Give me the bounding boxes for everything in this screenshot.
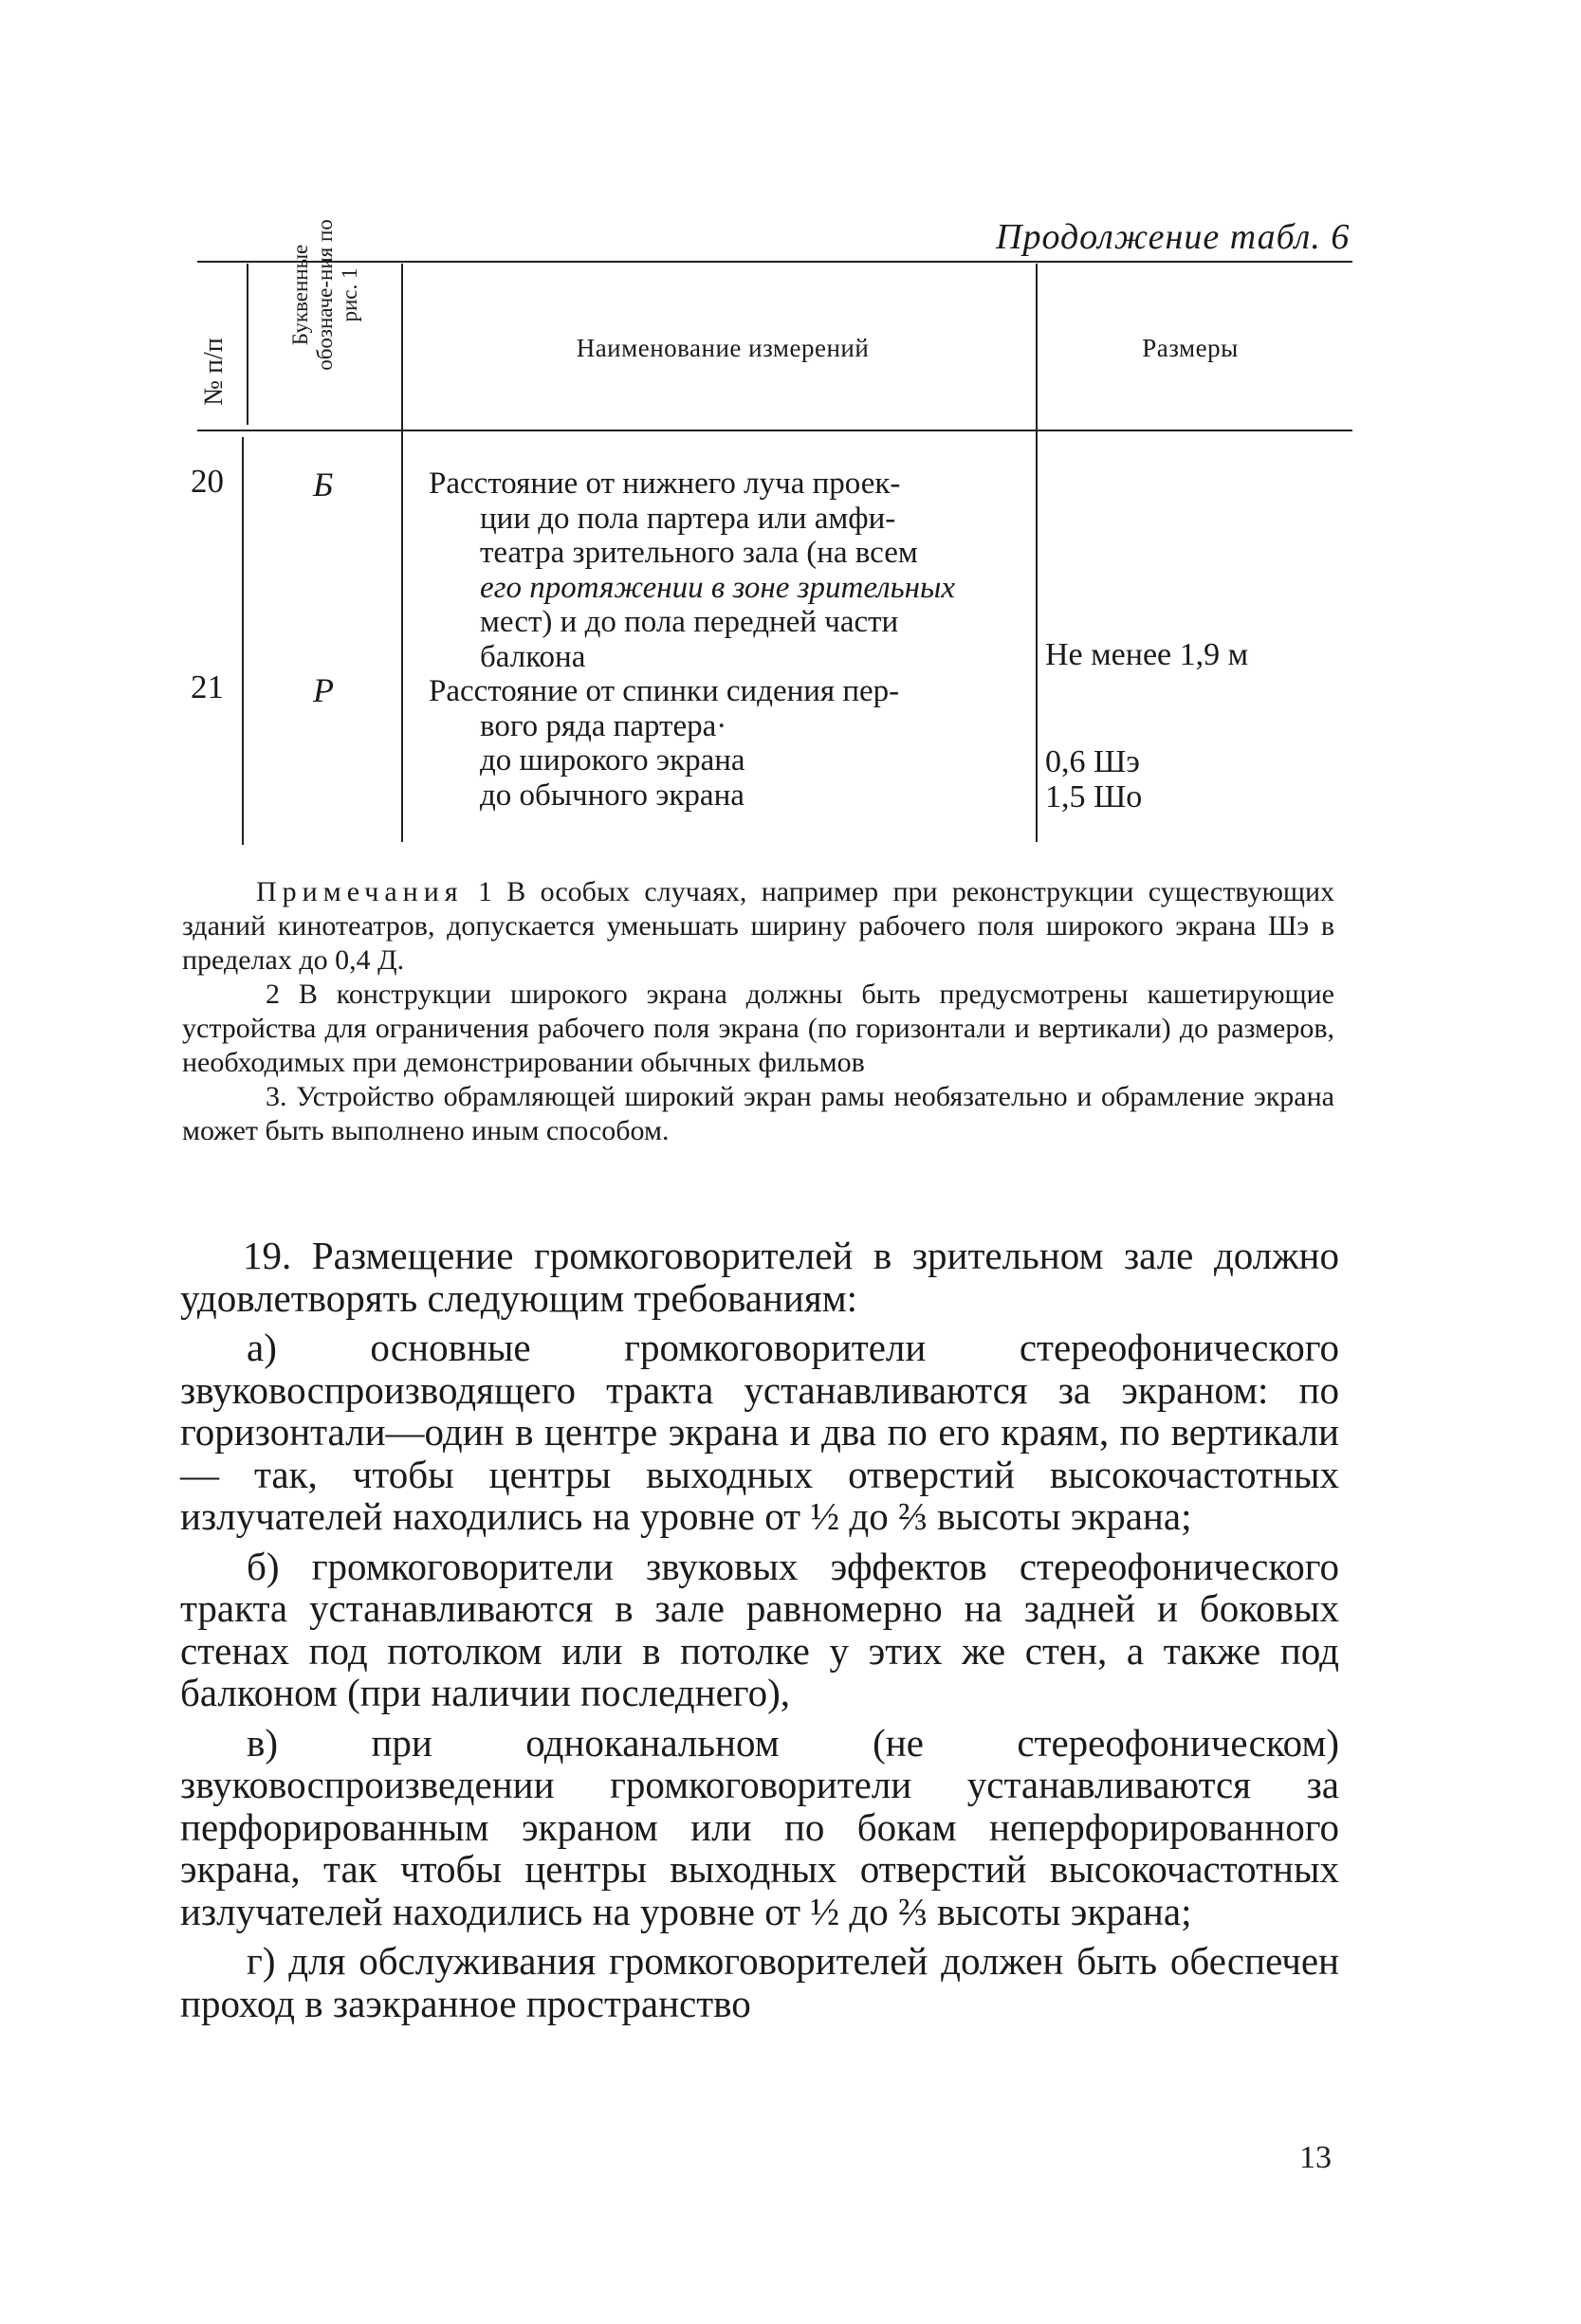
notes-label: Примечания	[256, 876, 464, 907]
row-20-letter: Б	[313, 466, 334, 503]
table-top-rule	[197, 261, 1352, 263]
main-text	[180, 1235, 1339, 2032]
header-letters: Буквенные обозначе-ния по рис. 1	[288, 219, 361, 371]
paragraph-a: а) основные громкоговорители стереофонического звуковоспроизводящего тракта устанавливаются за экраном: по горизонтали—один в центре экрана и два по его краям, по вертикали — так, чтобы центры выходных отверстий высокочастотных излучателей находились на уровне от ½ до ⅔ высоты экрана;	[180, 1326, 1339, 1538]
row-21-number: 21	[191, 668, 224, 705]
desc-line: его протяжении в зоне зрительных	[480, 570, 955, 605]
row-21-letter: Р	[313, 671, 334, 709]
note-1: 1 В особых случаях, например при реконструкции существующих зданий кинотеатров, допускается уменьшать ширину рабочего поля широкого экрана Шэ в пределах до 0,4 Д.	[182, 876, 1335, 976]
header-name: Наименование измерений	[576, 334, 870, 362]
desc-line: ции до пола партера или амфи-	[480, 501, 896, 536]
desc-line: Расстояние от спинки сидения пер-	[429, 674, 900, 708]
desc-line: театра зрительного зала (на всем	[480, 536, 918, 570]
measurement-descriptions	[429, 467, 1038, 813]
note-3: 3. Устройство обрамляющей широкий экран рамы необязательно и обрамление экрана может быть выполнено иным способом.	[182, 1081, 1334, 1146]
desc-line: Расстояние от нижнего луча проек-	[429, 467, 901, 501]
table-col-divider-1	[242, 437, 244, 845]
desc-line: до обычного экрана	[480, 778, 745, 813]
paragraph-b: б) громкоговорители звуковых эффектов стереофонического тракта устанавливаются в зале равномерно на задней и боковых стенах под потолком или в потолке у этих же стен, а также под балконом (при наличии последнего),	[180, 1544, 1339, 1714]
desc-line: балкона	[480, 639, 586, 674]
table-caption: Продолжение табл. 6	[996, 217, 1351, 257]
page-number: 13	[1299, 2140, 1332, 2175]
note-2: 2 В конструкции широкого экрана должны быть предусмотрены кашетирующие устройства для ограничения рабочего поля экрана (по горизонтали и вертикали) до размеров, необходимых при демонстрировании обычных фильмов	[182, 979, 1334, 1078]
paragraph-v: в) при одноканальном (не стереофоническом) звуковоспроизведении громкоговорители устанавливаются за перфорированным экраном или по бокам неперфорированного экрана, так чтобы центры выходных отверстий высокочастотных излучателей находились на уровне от ½ до ⅔ высоты экрана;	[180, 1720, 1339, 1933]
desc-line: мест) и до пола передней части	[480, 605, 899, 639]
header-number: № п/п	[199, 338, 229, 406]
row-20-size: Не менее 1,9 м	[1045, 637, 1249, 672]
paragraph-g: г) для обслуживания громкоговорителей должен быть обеспечен проход в заэкранное пространство	[180, 1939, 1339, 2025]
table-notes	[182, 875, 1334, 1148]
paragraph-19: 19. Размещение громкоговорителей в зрительном зале должно удовлетворять следующим требованиям:	[180, 1234, 1339, 1320]
table-col-divider-2	[401, 264, 403, 842]
header-sizes: Размеры	[1142, 334, 1239, 362]
table-header-rule	[197, 430, 1352, 431]
table-col-divider-1-header	[247, 264, 248, 425]
desc-line: вого ряда партера·	[480, 708, 727, 743]
row-20-number: 20	[191, 463, 224, 500]
desc-line: до широкого экрана	[480, 743, 745, 778]
row-21-size-wide: 0,6 Шэ	[1045, 744, 1140, 779]
row-21-size-normal: 1,5 Шо	[1045, 779, 1143, 814]
